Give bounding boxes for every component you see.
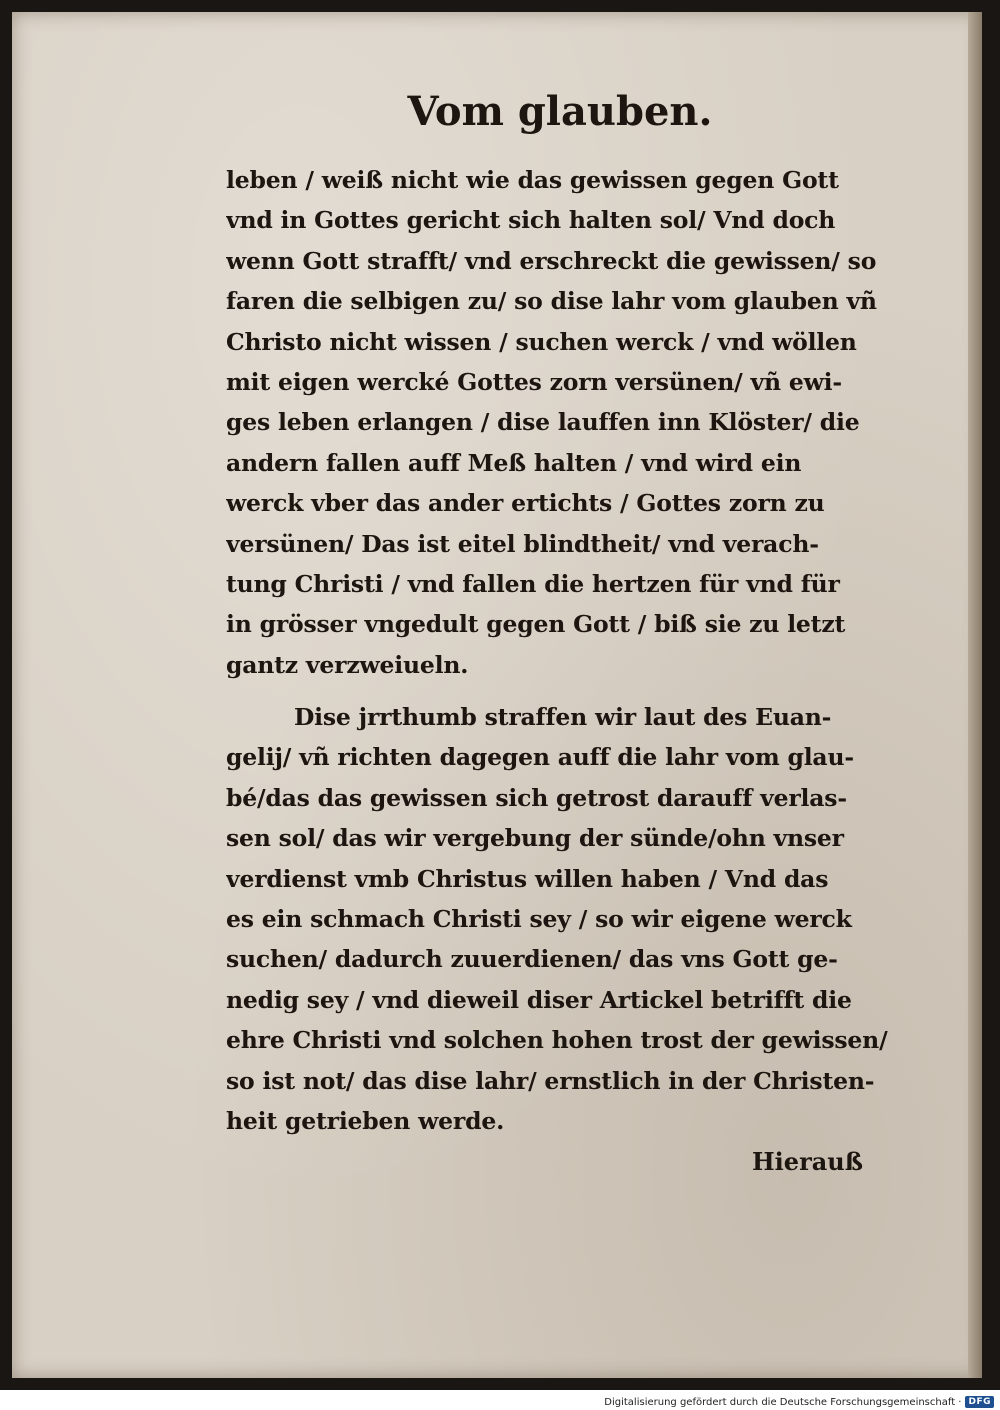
text-line: es ein schmach Christi sey / so wir eigene werck [226, 905, 852, 934]
text-line: Dise jrrthumb straffen wir laut des Euan- [294, 703, 832, 732]
catchword: Hierauß [752, 1147, 863, 1176]
text-line: tung Christi / vnd fallen die hertzen für vnd für [226, 569, 840, 598]
text-line: werck vber das ander ertichts / Gottes zorn zu [226, 489, 825, 518]
digitization-credit [604, 1396, 994, 1408]
text-line: ges leben erlangen / dise lauffen inn Klöster/ die [226, 408, 860, 437]
text-line: andern fallen auff Meß halten / vnd wird ein [226, 448, 802, 477]
text-line: in grösser vngedult gegen Gott / biß sie zu letzt [226, 610, 846, 639]
text-line: bé/das das gewissen sich getrost darauff verlas- [226, 783, 847, 812]
text-line: leben / weiß nicht wie das gewissen gegen Gott [226, 166, 839, 194]
text-line: ehre Christi vnd solchen hohen trost der gewissen/ [226, 1026, 888, 1055]
page-body [226, 160, 906, 1141]
text-line: suchen/ dadurch zuuerdienen/ das vns Gott ge- [226, 945, 838, 974]
text-line: versünen/ Das ist eitel blindtheit/ vnd verach- [226, 529, 819, 558]
paragraph-gap [226, 685, 906, 697]
credit-text: Digitalisierung gefördert durch die Deutsche Forschungsgemeinschaft · [604, 1396, 962, 1408]
running-header: Vom glauben. [407, 88, 713, 135]
text-line: verdienst vmb Christus willen haben / Vnd das [226, 864, 829, 893]
dfg-logo: DFG [965, 1396, 994, 1408]
text-line: wenn Gott strafft/ vnd erschreckt die gewissen/ so [226, 246, 877, 275]
text-line: vnd in Gottes gericht sich halten sol/ Vnd doch [226, 206, 836, 235]
text-line: Christo nicht wissen / suchen werck / vnd wöllen [226, 327, 857, 356]
text-line: mit eigen wercké Gottes zorn versünen/ vñ ewi- [226, 367, 842, 396]
text-line: gantz verzweiueln. [226, 650, 469, 679]
text-line: faren die selbigen zu/ so dise lahr vom glauben vñ [226, 287, 877, 316]
text-line: heit getrieben werde. [226, 1106, 505, 1135]
text-line: so ist not/ das dise lahr/ ernstlich in der Christen- [226, 1066, 875, 1095]
page-edge [968, 12, 982, 1378]
text-line: sen sol/ das wir vergebung der sünde/ohn vnser [226, 824, 844, 853]
text-line: gelij/ vñ richten dagegen auff die lahr vom glau- [226, 743, 854, 772]
text-line: nedig sey / vnd dieweil diser Artickel betrifft die [226, 985, 852, 1014]
